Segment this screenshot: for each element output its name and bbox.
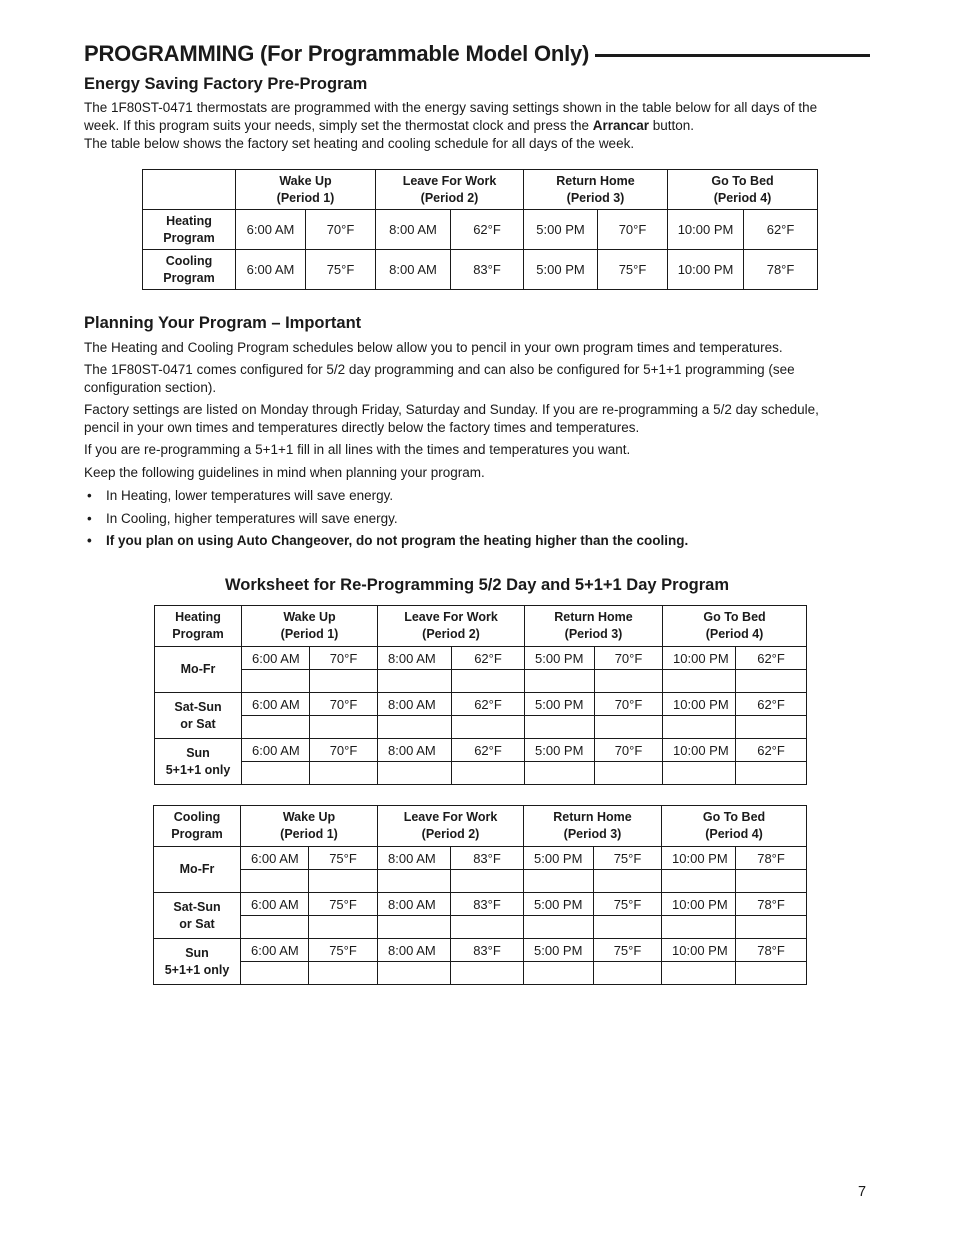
table-cell: 8:00 AM — [376, 250, 451, 290]
table-cell: 5:00 PM — [524, 939, 594, 962]
col-period: (Period 4) — [705, 827, 763, 841]
blank-cell[interactable] — [736, 716, 807, 739]
table-cell: 8:00 AM — [378, 847, 451, 870]
col-period: (Period 1) — [280, 827, 338, 841]
blank-cell[interactable] — [736, 962, 807, 985]
col-title: Wake Up — [283, 610, 336, 624]
blank-cell[interactable] — [662, 916, 736, 939]
table-cell: 10:00 PM — [662, 893, 736, 916]
blank-cell[interactable] — [378, 716, 452, 739]
heating-row-sun — [155, 739, 807, 762]
table-cell: 8:00 AM — [378, 739, 452, 762]
heating-row-sat-sun — [155, 693, 807, 716]
heating-header-row — [155, 606, 807, 647]
table-cell: 75°F — [309, 939, 378, 962]
cooling-corner-cell — [154, 806, 241, 847]
table-cell: 75°F — [594, 939, 662, 962]
factory-col-leave-for-work — [376, 170, 524, 210]
col-title: Go To Bed — [703, 610, 766, 624]
corner-line2: Program — [172, 627, 224, 641]
list-item-text: In Heating, lower temperatures will save energy. — [106, 488, 394, 503]
table-cell: 62°F — [736, 647, 807, 670]
section-heading-planning: Planning Your Program – Important — [84, 314, 362, 332]
heating-col-wake-up — [242, 606, 378, 647]
blank-cell[interactable] — [451, 916, 524, 939]
blank-cell[interactable] — [595, 762, 663, 785]
table-cell: 10:00 PM — [662, 939, 736, 962]
table-cell: 70°F — [595, 647, 663, 670]
table-cell: 75°F — [594, 847, 662, 870]
heating-col-return-home — [525, 606, 663, 647]
table-cell: 8:00 AM — [378, 893, 451, 916]
blank-cell[interactable] — [309, 962, 378, 985]
row-label — [143, 210, 236, 250]
list-item-text: In Cooling, higher temperatures will save energy. — [106, 511, 398, 526]
section-heading-energy-saving: Energy Saving Factory Pre-Program — [84, 75, 368, 93]
blank-cell[interactable] — [595, 670, 663, 693]
planning-para2-line1: The 1F80ST-0471 comes configured for 5/2 day programming and can also be configured for 5+1+1 programming (see — [84, 362, 795, 377]
row-label-line1: Mo-Fr — [180, 662, 216, 676]
blank-cell[interactable] — [595, 716, 663, 739]
blank-cell[interactable] — [452, 670, 525, 693]
blank-cell[interactable] — [524, 962, 594, 985]
blank-cell[interactable] — [525, 670, 595, 693]
col-title: Return Home — [556, 173, 635, 188]
blank-cell[interactable] — [452, 716, 525, 739]
table-cell: 6:00 AM — [241, 893, 309, 916]
factory-header-row — [143, 170, 818, 210]
table-cell: 5:00 PM — [524, 847, 594, 870]
table-cell: 70°F — [310, 693, 378, 716]
table-cell: 62°F — [452, 739, 525, 762]
heating-col-go-to-bed — [663, 606, 807, 647]
blank-cell[interactable] — [663, 762, 736, 785]
blank-cell[interactable] — [242, 716, 310, 739]
factory-col-wake-up — [236, 170, 376, 210]
blank-cell[interactable] — [452, 762, 525, 785]
blank-cell[interactable] — [524, 916, 594, 939]
cooling-col-leave-for-work — [378, 806, 524, 847]
table-cell: 6:00 AM — [236, 210, 306, 250]
blank-cell[interactable] — [309, 870, 378, 893]
table-cell: 5:00 PM — [524, 893, 594, 916]
planning-para4: If you are re-programming a 5+1+1 fill in all lines with the times and temperatures you want. — [84, 442, 631, 457]
blank-cell[interactable] — [378, 916, 451, 939]
heating-row-mo-fr — [155, 647, 807, 670]
col-period: (Period 3) — [564, 627, 623, 641]
planning-para5: Keep the following guidelines in mind when planning your program. — [84, 465, 485, 480]
table-cell: 8:00 AM — [378, 693, 452, 716]
blank-cell[interactable] — [378, 762, 452, 785]
table-cell: 70°F — [595, 739, 663, 762]
col-title: Go To Bed — [702, 810, 766, 824]
table-cell: 75°F — [594, 893, 662, 916]
factory-col-return-home — [524, 170, 668, 210]
table-cell: 10:00 PM — [663, 647, 736, 670]
table-cell: 70°F — [310, 647, 378, 670]
planning-para1: The Heating and Cooling Program schedules below allow you to pencil in your own program times and temperatures. — [84, 340, 783, 355]
cooling-col-go-to-bed — [662, 806, 807, 847]
blank-cell[interactable] — [594, 916, 662, 939]
row-label-line2: Program — [163, 270, 215, 285]
table-cell: 6:00 AM — [241, 939, 309, 962]
worksheet-title: Worksheet for Re-Programming 5/2 Day and 5+1+1 Day Program — [224, 576, 730, 594]
page-number: 7 — [858, 1184, 867, 1200]
table-cell: 6:00 AM — [241, 847, 309, 870]
table-cell: 70°F — [595, 693, 663, 716]
blank-cell[interactable] — [242, 762, 310, 785]
table-cell: 10:00 PM — [663, 693, 736, 716]
cooling-row-sun — [154, 939, 807, 962]
heating-worksheet-table — [154, 605, 807, 785]
page-title-text: PROGRAMMING (For Programmable Model Only) — [84, 41, 590, 66]
row-label-line1: Sat-Sun — [173, 899, 221, 914]
cooling-worksheet-table — [153, 805, 807, 985]
bullet-icon: • — [87, 511, 92, 526]
row-label — [155, 647, 242, 693]
table-cell: 70°F — [598, 210, 668, 250]
cooling-col-return-home — [524, 806, 662, 847]
blank-cell[interactable] — [525, 762, 595, 785]
blank-cell[interactable] — [736, 916, 807, 939]
table-cell: 8:00 AM — [376, 210, 451, 250]
row-label-line1: Sun — [186, 745, 210, 760]
table-cell: 6:00 AM — [242, 739, 310, 762]
heating-row-sun-blank — [155, 762, 807, 785]
table-cell: 10:00 PM — [668, 250, 744, 290]
row-label-line2: 5+1+1 only — [165, 762, 231, 777]
col-period: (Period 1) — [276, 190, 335, 205]
table-cell: 62°F — [452, 647, 525, 670]
factory-row-heating — [143, 210, 818, 250]
col-period: (Period 2) — [422, 627, 480, 641]
blank-cell[interactable] — [594, 870, 662, 893]
table-cell: 83°F — [451, 847, 524, 870]
table-cell: 62°F — [736, 693, 807, 716]
planning-para3-line1: Factory settings are listed on Monday through Friday, Saturday and Sunday. If you are re-programming a 5/2 day schedule, — [84, 402, 819, 417]
table-cell: 78°F — [744, 250, 818, 290]
col-title: Leave For Work — [403, 810, 498, 824]
table-cell: 8:00 AM — [378, 647, 452, 670]
heating-corner-cell — [155, 606, 242, 647]
blank-cell[interactable] — [662, 870, 736, 893]
col-title: Leave For Work — [402, 173, 497, 188]
col-title: Leave For Work — [404, 610, 498, 624]
table-cell: 62°F — [451, 210, 524, 250]
table-cell: 6:00 AM — [242, 647, 310, 670]
blank-cell[interactable] — [241, 916, 309, 939]
planning-para3-line2: pencil in your own times and temperatures directly below the factory times and temperatures. — [84, 420, 640, 435]
table-cell: 75°F — [309, 893, 378, 916]
table-cell: 62°F — [452, 693, 525, 716]
table-cell: 5:00 PM — [524, 210, 598, 250]
table-cell: 62°F — [744, 210, 818, 250]
blank-cell[interactable] — [241, 962, 309, 985]
section1-para1-line2 — [84, 117, 874, 135]
cooling-row-mo-fr-blank — [154, 870, 807, 893]
corner-line1: Cooling — [173, 810, 221, 824]
factory-corner-cell — [143, 170, 236, 210]
heating-row-sat-sun-blank — [155, 716, 807, 739]
table-cell: 5:00 PM — [524, 250, 598, 290]
table-cell: 62°F — [736, 739, 807, 762]
blank-cell[interactable] — [736, 762, 807, 785]
cooling-row-sat-sun-blank — [154, 916, 807, 939]
table-cell: 10:00 PM — [662, 847, 736, 870]
factory-row-cooling — [143, 250, 818, 290]
table-cell: 5:00 PM — [525, 739, 595, 762]
blank-cell[interactable] — [378, 870, 451, 893]
cooling-row-sun-blank — [154, 962, 807, 985]
table-cell: 70°F — [306, 210, 376, 250]
section1-para1-line1: The 1F80ST-0471 thermostats are programmed with the energy saving settings shown in the table below for all days of the — [84, 100, 818, 115]
heating-row-mo-fr-blank — [155, 670, 807, 693]
blank-cell[interactable] — [310, 716, 378, 739]
row-label-line1: Mo-Fr — [179, 862, 215, 876]
blank-cell[interactable] — [451, 870, 524, 893]
table-cell: 5:00 PM — [525, 647, 595, 670]
cooling-row-mo-fr — [154, 847, 807, 870]
table-cell: 10:00 PM — [668, 210, 744, 250]
table-cell: 83°F — [451, 250, 524, 290]
factory-col-go-to-bed — [668, 170, 818, 210]
row-label-line2: or Sat — [179, 916, 215, 931]
para1-tail: button. — [649, 118, 695, 133]
table-cell: 5:00 PM — [525, 693, 595, 716]
para1-text: week. If this program suits your needs, simply set the thermostat clock and press the — [84, 118, 593, 133]
blank-cell[interactable] — [309, 916, 378, 939]
blank-cell[interactable] — [525, 716, 595, 739]
planning-para2-line2: configuration section). — [84, 380, 217, 395]
table-cell: 75°F — [598, 250, 668, 290]
blank-cell[interactable] — [451, 962, 524, 985]
blank-cell[interactable] — [242, 670, 310, 693]
cooling-col-wake-up — [241, 806, 378, 847]
table-cell: 6:00 AM — [242, 693, 310, 716]
row-label-line2: or Sat — [180, 716, 216, 731]
table-cell: 78°F — [736, 847, 807, 870]
col-period: (Period 4) — [705, 627, 764, 641]
col-period: (Period 3) — [566, 190, 625, 205]
table-cell: 8:00 AM — [378, 939, 451, 962]
row-label — [154, 893, 241, 939]
table-cell: 75°F — [309, 847, 378, 870]
row-label — [154, 939, 241, 985]
blank-cell[interactable] — [310, 670, 378, 693]
col-title: Return Home — [553, 810, 632, 824]
title-rule — [595, 54, 870, 57]
col-period: (Period 2) — [421, 827, 480, 841]
factory-program-table — [142, 169, 818, 290]
row-label — [155, 739, 242, 785]
corner-line1: Heating — [175, 610, 221, 624]
blank-cell[interactable] — [241, 870, 309, 893]
table-cell: 70°F — [310, 739, 378, 762]
blank-cell[interactable] — [310, 762, 378, 785]
blank-cell[interactable] — [663, 670, 736, 693]
guidelines-list — [84, 487, 864, 557]
row-label-line1: Sun — [185, 945, 209, 960]
bullet-icon: • — [87, 533, 92, 548]
table-cell: 6:00 AM — [236, 250, 306, 290]
arrancar-button-label: Arrancar — [592, 118, 650, 133]
row-label-line1: Sat-Sun — [174, 699, 222, 714]
bullet-icon: • — [87, 488, 92, 503]
corner-line2: Program — [171, 827, 223, 841]
section1-para2: The table below shows the factory set heating and cooling schedule for all days of the week. — [84, 136, 635, 151]
table-cell: 78°F — [736, 939, 807, 962]
blank-cell[interactable] — [663, 716, 736, 739]
row-label — [155, 693, 242, 739]
blank-cell[interactable] — [662, 962, 736, 985]
table-cell: 83°F — [451, 893, 524, 916]
cooling-header-row — [154, 806, 807, 847]
cooling-row-sat-sun — [154, 893, 807, 916]
row-label-line1: Heating — [166, 213, 212, 228]
row-label — [143, 250, 236, 290]
blank-cell[interactable] — [594, 962, 662, 985]
heating-col-leave-for-work — [378, 606, 525, 647]
col-period: (Period 2) — [420, 190, 479, 205]
table-cell: 75°F — [306, 250, 376, 290]
table-cell: 83°F — [451, 939, 524, 962]
blank-cell[interactable] — [524, 870, 594, 893]
section1-text — [84, 99, 874, 153]
col-title: Return Home — [554, 610, 633, 624]
page-title — [84, 38, 870, 70]
col-period: (Period 4) — [713, 190, 772, 205]
blank-cell[interactable] — [736, 870, 807, 893]
blank-cell[interactable] — [378, 670, 452, 693]
row-label-line2: Program — [163, 230, 215, 245]
table-cell: 78°F — [736, 893, 807, 916]
row-label — [154, 847, 241, 893]
col-title: Wake Up — [279, 173, 332, 188]
blank-cell[interactable] — [736, 670, 807, 693]
row-label-line1: Cooling — [165, 253, 213, 268]
table-cell: 10:00 PM — [663, 739, 736, 762]
blank-cell[interactable] — [378, 962, 451, 985]
list-item-text: If you plan on using Auto Changeover, do not program the heating higher than the cooling. — [106, 533, 689, 548]
col-title: Go To Bed — [711, 173, 774, 188]
col-period: (Period 3) — [563, 827, 622, 841]
col-period: (Period 1) — [280, 627, 339, 641]
col-title: Wake Up — [282, 810, 336, 824]
row-label-line2: 5+1+1 only — [164, 962, 230, 977]
